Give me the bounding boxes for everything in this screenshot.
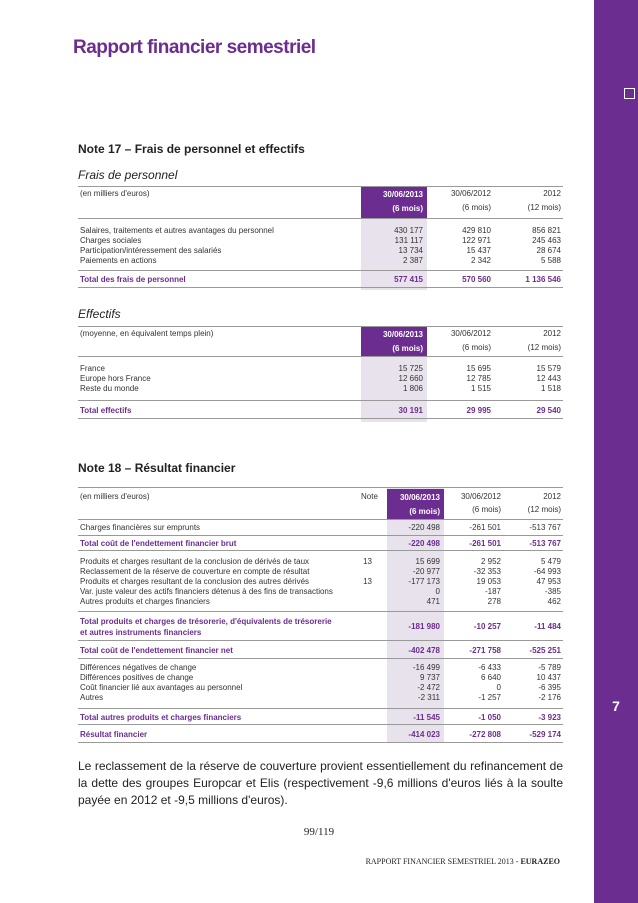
effectifs-subtitle: Effectifs xyxy=(78,307,121,321)
frais-table: 30/06/2013 (6 mois) (en milliers d'euros) 30/06/2012 (6 mois) 2012 (12 mois) Salaires, traitements et autres avantages du personnel 430 177 429 810 856 821 Charges sociales 131 117 122 971 245 463 Participation/intéressement des salariés 13 734 15 437 28 674 Paiements en actions 2 387 2 342 5 588 Total des frais de personnel 577 415 570 560 1 136 546 xyxy=(78,186,563,290)
table-row: Participation/intéressement des salariés 13 734 15 437 28 674 xyxy=(80,246,561,255)
table-row: Europe hors France 12 660 12 785 12 443 xyxy=(80,374,561,383)
page-number: 99/119 xyxy=(303,826,335,838)
total-row: Total coût de l'endettement financier net -402 478 -271 758 -525 251 xyxy=(78,642,563,659)
table-row: Charges sociales 131 117 122 971 245 463 xyxy=(80,236,561,245)
effectifs-table: 30/06/2013 (6 mois) (moyenne, en équivalent temps plein) 30/06/2012 (6 mois) 2012 (12 mois) France 15 725 15 695 15 579 Europe hors France 12 660 12 785 12 443 Reste du monde 1 806 1 515 1 518 Total effectifs 30 191 29 995 29 540 xyxy=(78,326,563,422)
resultat-financier-table: 30/06/2013 (6 mois) (en milliers d'euros) Note 30/06/2012 (6 mois) 2012 (12 mois) Charges financières sur emprunts -220 498 -261 501 -513 767 Total coût de l'endettement financier brut -220 498 -261 501 -513 767 Produits et charges resultant de la conclusion de dérivés de taux 13 15 699 2 952 5 479 Reclassement de la réserve de couverture en compte de résultat -20 977 -32 353 -64 993 Produits et charges resultant de la conclusion des autres dérivés 13 -177 173 19 053 47 953 Var. juste valeur des actifs financiers détenus à des fins de transactions 0 -187 -385 Autres produits et charges financiers 471 278 462 Total produits et charges de trésorerie, d'équivalents de trésorerie et autres instruments financiers -181 980 -10 257 -11 484 Total coût de l'endettement financier net -402 478 -271 758 -525 251 Différences négatives de change -16 499 -6 433 -5 789 Différences positives de change 9 737 6 640 10 437 Coût financier lié aux avantages au personnel -2 472 0 -6 395 Autres -2 311 -1 257 -2 176 Total autres produits et charges financiers -11 545 -1 050 -3 923 Résultat financier -414 023 -272 808 -529 174 xyxy=(78,487,563,743)
table-row: Salaires, traitements et autres avantages du personnel 430 177 429 810 856 821 xyxy=(80,226,561,235)
table-row: Paiements en actions 2 387 2 342 5 588 xyxy=(80,256,561,265)
total-row: Total autres produits et charges financiers -11 545 -1 050 -3 923 xyxy=(78,708,563,725)
effectifs-total-row: Total effectifs 30 191 29 995 29 540 xyxy=(78,400,563,419)
note-17-title: Note 17 – Frais de personnel et effectifs xyxy=(78,142,305,156)
unit-label: (en milliers d'euros) xyxy=(80,189,150,198)
table-row: Reste du monde 1 806 1 515 1 518 xyxy=(80,384,561,393)
result-row: Résultat financier -414 023 -272 808 -529 174 xyxy=(78,726,563,743)
footer: RAPPORT FINANCIER SEMESTRIEL 2013 - EURAZEO xyxy=(365,857,560,866)
document-title: Rapport financier semestriel xyxy=(73,37,316,58)
brand-name: EURAZEO xyxy=(520,857,560,866)
explanatory-paragraph: Le reclassement de la réserve de couverture provient essentiellement du refinancement de la dette des groupes Europcar et Elis (respectivement -9,6 millions d'euros liés à la soulte payée en 2012 et -9,5 millions d'euros). xyxy=(78,759,563,807)
note-18-title: Note 18 – Résultat financier xyxy=(78,461,236,475)
unit-label: (moyenne, en équivalent temps plein) xyxy=(80,329,214,338)
table-row: France 15 725 15 695 15 579 xyxy=(80,364,561,373)
table-row: Charges financières sur emprunts -220 498 -261 501 -513 767 xyxy=(78,519,563,533)
table-row: Différences positives de change 9 737 6 640 10 437 xyxy=(80,673,561,682)
table-row: Produits et charges resultant de la conclusion des autres dérivés 13 -177 173 19 053 47 953 xyxy=(80,577,561,586)
total-row: Total produits et charges de trésorerie, d'équivalents de trésorerie et autres instruments financiers -181 980 -10 257 -11 484 xyxy=(78,611,563,641)
table-row: Var. juste valeur des actifs financiers détenus à des fins de transactions 0 -187 -385 xyxy=(80,587,561,596)
total-row: Total coût de l'endettement financier brut -220 498 -261 501 -513 767 xyxy=(78,535,563,551)
frais-subtitle: Frais de personnel xyxy=(78,168,178,182)
chapter-number: 7 xyxy=(612,698,620,714)
square-icon[interactable] xyxy=(624,88,635,99)
table-row: Différences négatives de change -16 499 -6 433 -5 789 xyxy=(80,663,561,672)
table-row: Produits et charges resultant de la conclusion de dérivés de taux 13 15 699 2 952 5 479 xyxy=(80,557,561,566)
table-row: Autres -2 311 -1 257 -2 176 xyxy=(80,693,561,702)
chapter-side-tab xyxy=(594,0,638,903)
unit-label: (en milliers d'euros) xyxy=(80,492,150,501)
frais-total-row: Total des frais de personnel 577 415 570 560 1 136 546 xyxy=(78,270,563,288)
table-row: Reclassement de la réserve de couverture en compte de résultat -20 977 -32 353 -64 993 xyxy=(80,567,561,576)
table-row: Autres produits et charges financiers 471 278 462 xyxy=(80,597,561,606)
table-row: Coût financier lié aux avantages au personnel -2 472 0 -6 395 xyxy=(80,683,561,692)
note-column-header: Note xyxy=(361,492,378,501)
